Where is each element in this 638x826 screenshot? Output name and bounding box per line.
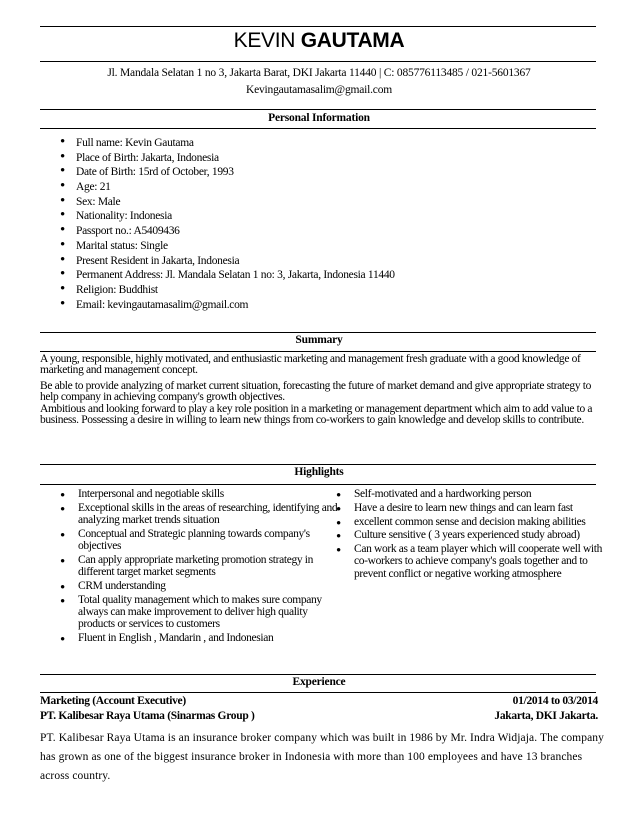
highlights-left-list — [60, 488, 345, 646]
highlight-item: • CRM understanding — [60, 580, 345, 592]
highlight-item: • Fluent in English , Mandarin , and Indonesian — [60, 632, 345, 644]
highlight-item: • Self-motivated and a hardworking person — [336, 488, 614, 500]
personal-info-item: • Marital status: Single — [60, 239, 395, 254]
summary-rule-bottom — [40, 351, 596, 352]
personal-info-list — [60, 136, 395, 312]
highlights-rule-bottom — [40, 484, 596, 485]
personal-info-item: • Religion: Buddhist — [60, 283, 395, 298]
highlight-item: • Can work as a team player which will cooperate well with co-workers to achieve company's goals together and to prevent conflict or negative working atmosphere — [336, 543, 614, 580]
experience-rule-bottom — [40, 692, 596, 693]
personal-info-item: • Passport no.: A5409436 — [60, 224, 395, 239]
candidate-name — [0, 29, 638, 53]
address-line: Jl. Mandala Selatan 1 no 3, Jakarta Barat, DKI Jakarta 11440 | C: 085776113485 / 021-5601367 — [107, 67, 531, 79]
experience-location: Jakarta, DKI Jakarta. — [494, 710, 598, 722]
summary-title: Summary — [295, 334, 343, 346]
highlights-title: Highlights — [294, 466, 344, 478]
highlight-item: • excellent common sense and decision making abilities — [336, 516, 614, 528]
highlight-item: • Exceptional skills in the areas of researching, identifying and analyzing market trends situation — [60, 502, 345, 526]
summary-paragraph: Be able to provide analyzing of market current situation, forecasting the future of market demand and give appropriate strategy to help company in achieving company's growth objectives. — [40, 379, 592, 403]
personal-rule-bottom — [40, 128, 596, 129]
summary-text — [40, 354, 600, 431]
personal-info-item: • Email: kevingautamasalim@gmail.com — [60, 298, 395, 313]
first-name: KEVIN — [233, 29, 296, 52]
name-rule — [40, 61, 596, 62]
experience-company-row — [40, 710, 598, 722]
personal-info-item: • Nationality: Indonesia — [60, 209, 395, 224]
experience-role: Marketing (Account Executive) — [40, 695, 186, 707]
personal-info-item: • Age: 21 — [60, 180, 395, 195]
experience-company: PT. Kalibesar Raya Utama (Sinarmas Group ) — [40, 710, 255, 722]
personal-info-item: • Place of Birth: Jakarta, Indonesia — [60, 151, 395, 166]
experience-description: PT. Kalibesar Raya Utama is an insurance broker company which was built in 1986 by Mr. Indra Widjaja. The company has grown as one of the biggest insurance broker in Indonesia with more than 100 employees and have 13 branches across country. — [40, 732, 604, 782]
highlight-item: • Can apply appropriate marketing promotion strategy in different target market segments — [60, 554, 345, 578]
summary-rule-top — [40, 332, 596, 333]
highlight-item: • Culture sensitive ( 3 years experienced study abroad) — [336, 529, 614, 541]
personal-info-item: • Sex: Male — [60, 195, 395, 210]
experience-title: Experience — [292, 676, 346, 688]
highlights-right-list — [336, 488, 614, 581]
highlights-rule-top — [40, 464, 596, 465]
personal-info-item: • Date of Birth: 15rd of October, 1993 — [60, 165, 395, 180]
highlight-item: • Total quality management which to makes sure company always can make improvement to deliver high quality products or services to customers — [60, 594, 345, 631]
personal-info-item: • Present Resident in Jakarta, Indonesia — [60, 254, 395, 269]
highlight-item: • Have a desire to learn new things and can learn fast — [336, 502, 614, 514]
personal-title: Personal Information — [268, 112, 370, 124]
personal-info-item: • Permanent Address: Jl. Mandala Selatan 1 no: 3, Jakarta, Indonesia 11440 — [60, 268, 395, 283]
experience-period: 01/2014 to 03/2014 — [512, 695, 598, 707]
summary-paragraph: A young, responsible, highly motivated, and enthusiastic marketing and management fresh graduate with a good knowledge of marketing and management concept. — [40, 353, 581, 377]
experience-role-row — [40, 695, 598, 707]
personal-info-item: • Full name: Kevin Gautama — [60, 136, 395, 151]
last-name: GAUTAMA — [300, 29, 405, 52]
summary-paragraph: Ambitious and looking forward to play a key role position in a marketing or management department which aim to add value to a business. Possessing a desire in willing to learn new things from co-workers to gain knowledge and develop skills to contribute. — [40, 403, 593, 427]
email-line: Kevingautamasalim@gmail.com — [245, 84, 393, 96]
top-rule — [40, 26, 596, 27]
personal-rule-top — [40, 109, 596, 110]
highlight-item: • Interpersonal and negotiable skills — [60, 488, 345, 500]
experience-rule-top — [40, 674, 596, 675]
highlight-item: • Conceptual and Strategic planning towards company's objectives — [60, 528, 345, 552]
